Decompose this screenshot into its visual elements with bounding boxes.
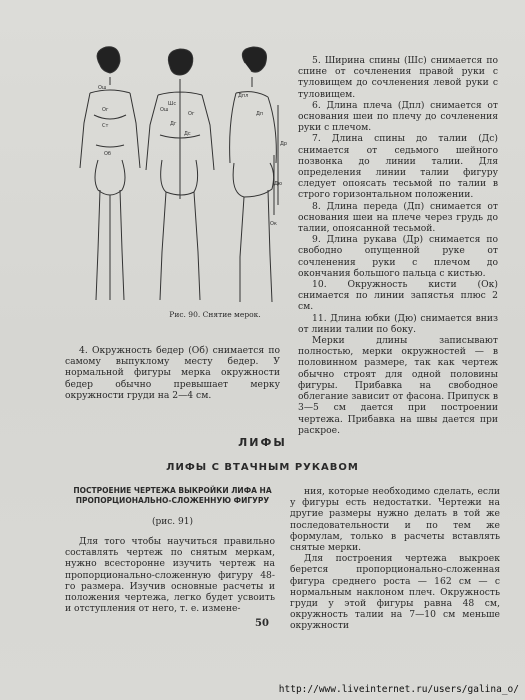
paragraph: 6. Длина плеча (Дпл) снимается от основания шеи по плечу до сочленения руки с плечом. — [298, 99, 498, 134]
paragraph: 9. Длина рукава (Др) снимается по свободно опущенной руке от сочленения руки с плечом до окончания большого пальца с кистью. — [298, 234, 498, 279]
measure-label-4: Шс — [168, 101, 177, 107]
measurement-figure-illustration — [60, 45, 290, 310]
page-number: 50 — [255, 618, 269, 629]
subsection-title: ПОСТРОЕНИЕ ЧЕРТЕЖА ВЫКРОЙКИ ЛИФА НА ПРОПОРЦИОНАЛЬНО-СЛОЖЕННУЮ ФИГУРУ — [73, 486, 272, 505]
measure-label-12: Дю — [274, 181, 283, 187]
front-figure-drawing — [80, 47, 140, 300]
measure-label-9: Др — [280, 141, 288, 147]
measure-label-2: Ог — [102, 107, 109, 113]
paragraph: 7. Длина спины до талии (Дс) снимается от седьмого шейного позвонка до линии талии. Для определения линии талии фигуру следует опоясать тесьмой по талии в строго горизонтальном положении. — [298, 133, 498, 201]
paragraph: 11. Длина юбки (Дю) снимается вниз от линии талии по боку. — [298, 312, 498, 335]
right-column-top-text — [298, 55, 498, 436]
back-figure-drawing — [146, 49, 214, 300]
paragraph: 8. Длина переда (Дп) снимается от основания шеи на плече через грудь до талии, опоясанной тесьмой. — [298, 200, 498, 235]
measure-label-3: Ст — [102, 123, 109, 129]
figure-caption: Рис. 90. Снятие мерок. — [169, 310, 261, 319]
paragraph: 5. Ширина спины (Шс) снимается по спине от сочленения правой руки с туловищем до сочленения левой руки с туловищем. — [298, 55, 498, 100]
paragraph: Для построения чертежа выкроек берется пропорционально-сложенная фигура среднего роста — 162 см — с нормальным наклоном плеч. Окружность груди у этой фигуры равна 48 см, окружность талии на 7—10 см меньше окружности — [290, 553, 500, 632]
measure-label-11: Об — [104, 151, 112, 157]
left-column-mid-text — [65, 345, 280, 401]
section-heading: ЛИФЫ С ВТАЧНЫМ РУКАВОМ — [166, 462, 359, 473]
measure-label-7: Дп — [256, 111, 264, 117]
paragraph: 4. Окружность бедер (Об) снимается по самому выпуклому месту бедер. У нормальной фигуры мерка окружности бедер обычно превышает мерку окружности груди на 2—4 см. — [65, 345, 280, 401]
measure-label-10: Ок — [270, 221, 277, 227]
side-figure-drawing — [230, 47, 278, 302]
watermark-url: http://www.liveinternet.ru/users/galina_o/ — [278, 684, 519, 695]
paragraph: Для того чтобы научиться правильно составлять чертеж по снятым меркам, нужно всесторонне изучить чертеж на пропорционально-сложенную фигуру 48-го размера. Изучив основные расчеты и положения чертежа, легко будет усвоить и отступления от него, т. е. измене- — [65, 536, 275, 615]
chapter-heading: ЛИФЫ — [238, 436, 287, 449]
left-column-bottom-text — [65, 536, 275, 614]
measure-label-1: Ош — [98, 85, 107, 91]
right-column-bottom-text — [290, 486, 500, 632]
paragraph: ния, которые необходимо сделать, если у фигуры есть недостатки. Чертежи на другие размеры нужно делать в той же последовательности и по тем же формулам, только в расчеты вставлять снятые мерки. — [290, 486, 500, 554]
figure-reference: (рис. 91) — [152, 517, 193, 527]
measure-label-8: Дпл — [238, 93, 249, 99]
measure-label-14: Ог — [188, 111, 195, 117]
measure-label-13: Ош — [160, 107, 169, 113]
paragraph: Мерки длины записывают полностью, мерки окружностей — в половинном размере, так как чертеж обычно строят для одной половины фигуры. Прибавка на свободное облегание зависит от фасона. Припуск в 3—5 см дается при построении чертежа. Прибавка на швы дается при раскрое. — [298, 335, 498, 436]
paragraph: 10. Окружность кисти (Ок) снимается по линии запястья плюс 2 см. — [298, 279, 498, 313]
measure-label-6: Дс — [184, 131, 191, 137]
measure-label-5: Дг — [170, 121, 177, 127]
